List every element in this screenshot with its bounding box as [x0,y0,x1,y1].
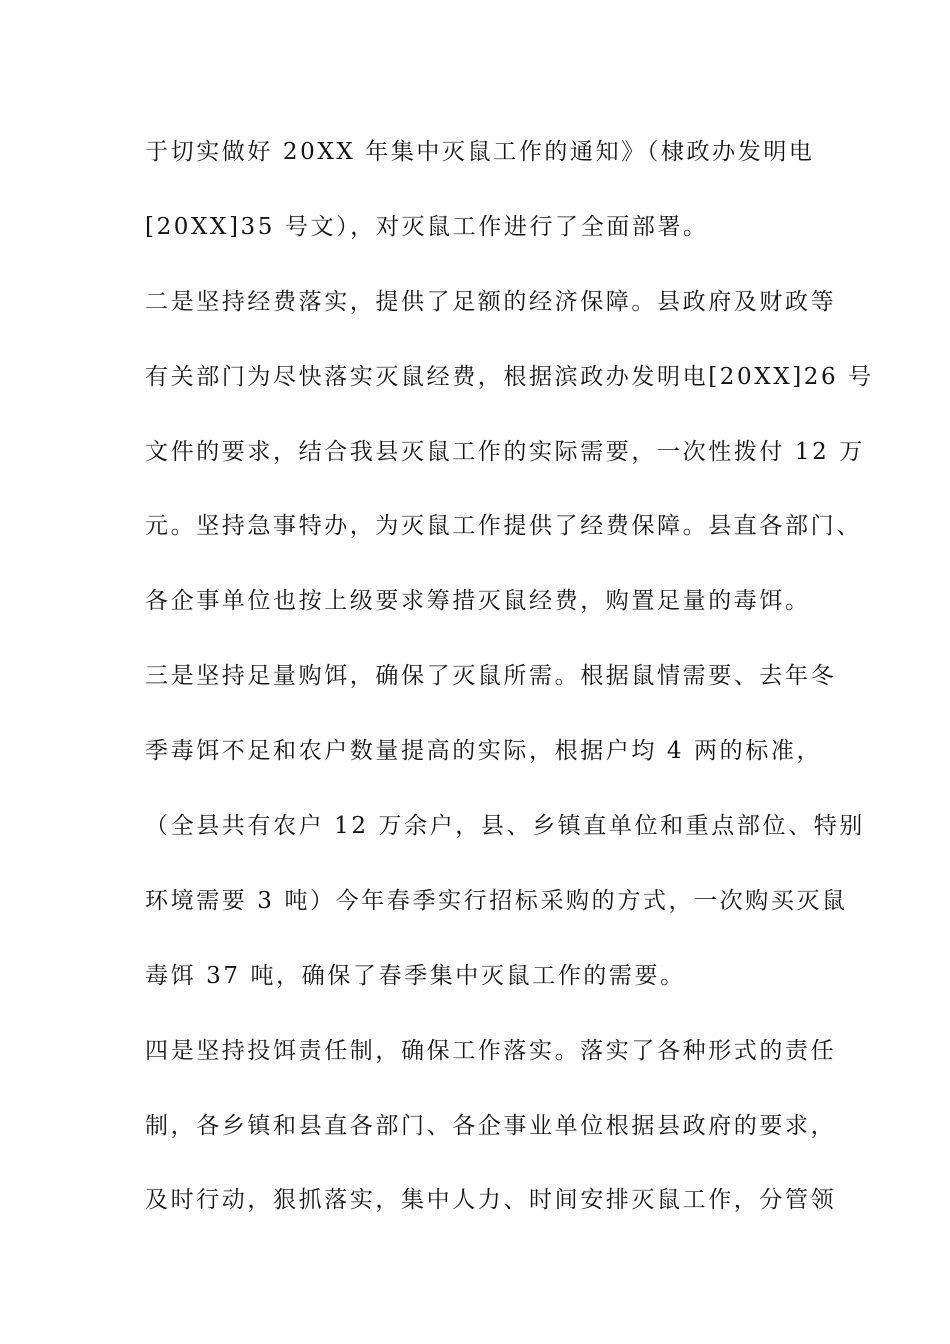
text-line: 于切实做好 20XX 年集中灭鼠工作的通知》（棣政办发明电 [145,139,815,165]
text-line: 季毒饵不足和农户数量提高的实际，根据户均 4 两的标准， [145,738,823,765]
body-text [145,130,874,1253]
text-line: 制，各乡镇和县直各部门、各企事业单位根据县政府的要求， [145,1112,837,1139]
text-line: 元。坚持急事特办，为灭鼠工作提供了经费保障。县直各部门、 [145,513,862,540]
text-line: 及时行动，狠抓落实，集中人力、时间安排灭鼠工作，分管领 [145,1187,837,1214]
text-line: 二是坚持经费落实，提供了足额的经济保障。县政府及财政等 [145,288,837,315]
text-line: 毒饵 37 吨，确保了春季集中灭鼠工作的需要。 [145,962,686,989]
text-line: 文件的要求，结合我县灭鼠工作的实际需要，一次性拨付 12 万 [145,438,865,465]
text-line: 各企事单位也按上级要求筹措灭鼠经费，购置足量的毒饵。 [145,588,811,615]
text-line: 有关部门为尽快落实灭鼠经费，根据滨政办发明电[20XX]26 号 [145,363,874,390]
text-line: 四是坚持投饵责任制，确保工作落实。落实了各种形式的责任 [145,1037,837,1064]
text-line: （全县共有农户 12 万余户，县、乡镇直单位和重点部位、特别 [145,813,865,840]
text-line: [20XX]35 号文），对灭鼠工作进行了全面部署。 [145,213,709,240]
text-line: 三是坚持足量购饵，确保了灭鼠所需。根据鼠情需要、去年冬 [145,663,837,690]
text-line: 环境需要 3 吨）今年春季实行招标采购的方式，一次购买灭鼠 [145,887,848,914]
